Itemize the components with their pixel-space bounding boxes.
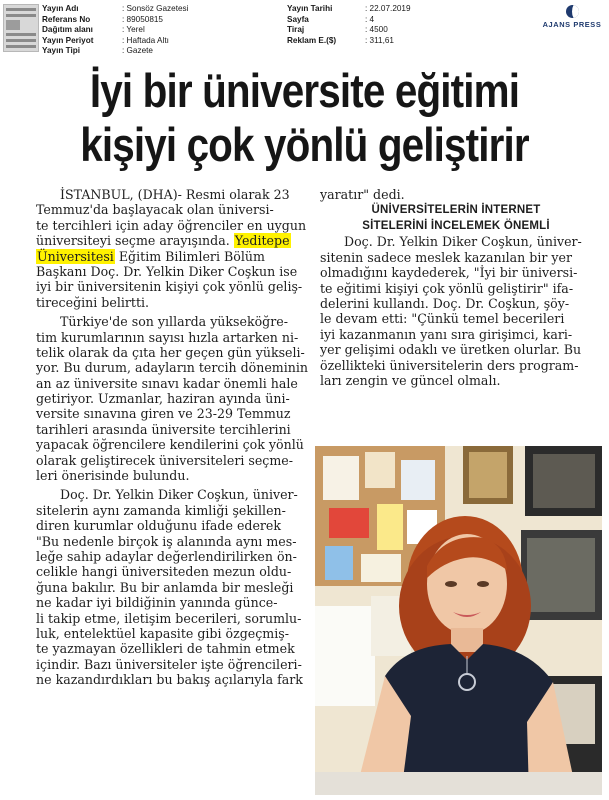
text-line: an az üniversite sınavı kadar önemli hale [36,375,298,391]
meta-key: Yayın Periyot [42,35,94,45]
meta-key: Yayın Tarihi [287,4,333,13]
text-line: celikle hangi üniversiteden mezun oldu- [36,564,292,580]
clipping-header [0,0,609,58]
meta-key: Yayın Tipi [42,46,81,56]
text-line: ları zengin ve güncel olmalı. [320,372,501,388]
text-line: diren kurumlar olduğunu ifade ederek [36,518,282,534]
meta-key: Referans No [42,14,91,24]
text-line: yapacak öğrencilere kendilerini çok yönlü [36,437,304,453]
text-line: iyi kazanmanın yanı sıra girişimci, kari- [320,326,573,342]
meta-row [42,25,188,36]
headline-line-2: kişiyi çok yönlü geliştirir [80,118,529,171]
article-headline [43,64,567,172]
meta-value: : Haftada Altı [122,35,169,45]
meta-row [287,15,411,26]
text-line: leri önerisinde bulundu. [36,468,190,484]
text-line: delerini kullandı. Doç. Dr. Coşkun, şöy- [320,295,570,311]
text-line: tarihleri arasında üniversite tercihlerini [36,421,291,437]
text-line: İSTANBUL, (DHA)- Resmi olarak 23 [60,187,290,202]
text-line: leğe sahip adaylar değerlendirilirken ön- [36,548,297,564]
text-line: Temmuz'da başlayacak olan üniversi- [36,202,274,218]
text-line: li takip etme, iletişim becerileri, sorumlu- [36,610,302,626]
meta-key: Tiraj [287,25,305,35]
meta-value: : 22.07.2019 [365,4,411,13]
text-line: le devam etti: "Çünkü temel becerileri [320,311,565,327]
text-line: sitenin sadece meslek kazanılan bir yer [320,249,572,265]
text-line: te tercihleri için aday öğrenciler en uygun [36,217,307,233]
highlighted-word: Üniversitesi [37,248,114,264]
meta-row [42,15,188,26]
text-line: sitelerin aynı zamanda kimliği şekillen- [36,502,286,518]
text-line: iyi bir üniversitenin kişiyi çok yönlü geliş- [36,279,303,295]
text-line: Doç. Dr. Yelkin Diker Coşkun, üniver- [60,487,298,503]
logo-text: AJANS PRESS [542,20,602,29]
meta-value: : 4 [365,14,375,24]
headline-line-1: İyi bir üniversite eğitimi [89,64,520,117]
article-left-column [36,187,309,688]
newspaper-thumbnail [3,4,39,52]
text-line: olmadığını kaydederek, "İyi bir üniversi- [320,265,578,281]
portrait-illustration [315,446,602,795]
meta-left [42,4,188,57]
text-line [36,233,306,248]
text-line: getiriyor. Uzmanlar, haziran ayında üni- [36,391,290,407]
text-line [36,249,306,264]
ajans-press-logo [538,5,606,35]
text-line: olarak geliştirecek üniversiteleri seçme- [36,452,294,468]
article-right-column [320,187,592,388]
text-line: yor. Bu durum, adayların tercih döneminin [36,360,309,376]
meta-row [42,4,188,15]
text-line: Doç. Dr. Yelkin Diker Coşkun, üniver- [344,234,582,250]
text-line: Türkiye'de son yıllarda yükseköğre- [60,314,288,330]
text-line: te eğitimi kişiyi çok yönlü geliştirir" ifa- [320,280,574,296]
section-subheading-line-1: ÜNİVERSİTELERİN İNTERNET [371,204,541,217]
text-fragment: üniversiteyi seçme arayışında. [36,233,230,249]
meta-value: : 4500 [365,25,388,35]
section-subheading-line-2: SİTELERİNİ İNCELEMEK ÖNEMLİ [362,220,550,233]
text-line: luk, entelektüel kapasite gibi özgeçmiş- [36,625,289,641]
text-line: yaratır" dedi. [320,187,405,202]
text-fragment: Eğitim Bilimleri Bölüm [118,248,265,264]
text-line: versite sınavına giren ve 23-29 Temmuz [36,406,291,422]
text-line: tim kurumlarının sayısı hızla artarken ni- [36,329,299,345]
meta-key: Yayın Adı [42,4,79,13]
meta-row [287,36,411,47]
meta-right [287,4,411,46]
text-line: tireceğini belirtti. [36,294,150,310]
highlighted-word: Yeditepe [234,233,290,249]
text-line: Başkanı Doç. Dr. Yelkin Diker Coşkun ise [36,263,298,279]
text-line: özellikteki üniversitelerin ders program- [320,357,579,373]
text-line: içindir. Bazı üniversiteler işte öğrencileri- [36,656,302,672]
text-line: telik olarak da çıta her geçen gün yükseli- [36,344,305,360]
meta-row [42,46,188,57]
text-line: ne kazandırdıkları bu bakış açılarıyla fark [36,672,303,688]
meta-row [287,4,411,15]
meta-value: : Sonsöz Gazetesi [122,4,189,13]
text-line: "Bu nedenle birçok iş alanında aynı mes- [36,533,297,549]
meta-value: : 311,61 [365,35,394,45]
meta-key: Dağıtım alanı [42,25,93,35]
text-line: yer gelişimi odaklı ve üretken olurlar. Bu [320,342,582,358]
portrait-photo [315,446,602,795]
meta-key: Sayfa [287,14,309,24]
text-line: ne kadar iyi bildiğinin yanında günce- [36,595,278,611]
meta-row [42,36,188,47]
text-line: ğuna bakılır. Bu bir anlamda bir mesleği [36,579,294,595]
text-line: te yazmayan özellikleri de tahmin etmek [36,641,295,657]
meta-value: : Yerel [122,25,145,35]
meta-value: : 89050815 [122,14,163,24]
meta-row [287,25,411,36]
meta-value: : Gazete [122,46,153,56]
meta-key: Reklam E.($) [287,35,337,45]
ajans-press-logo-icon [566,5,579,18]
